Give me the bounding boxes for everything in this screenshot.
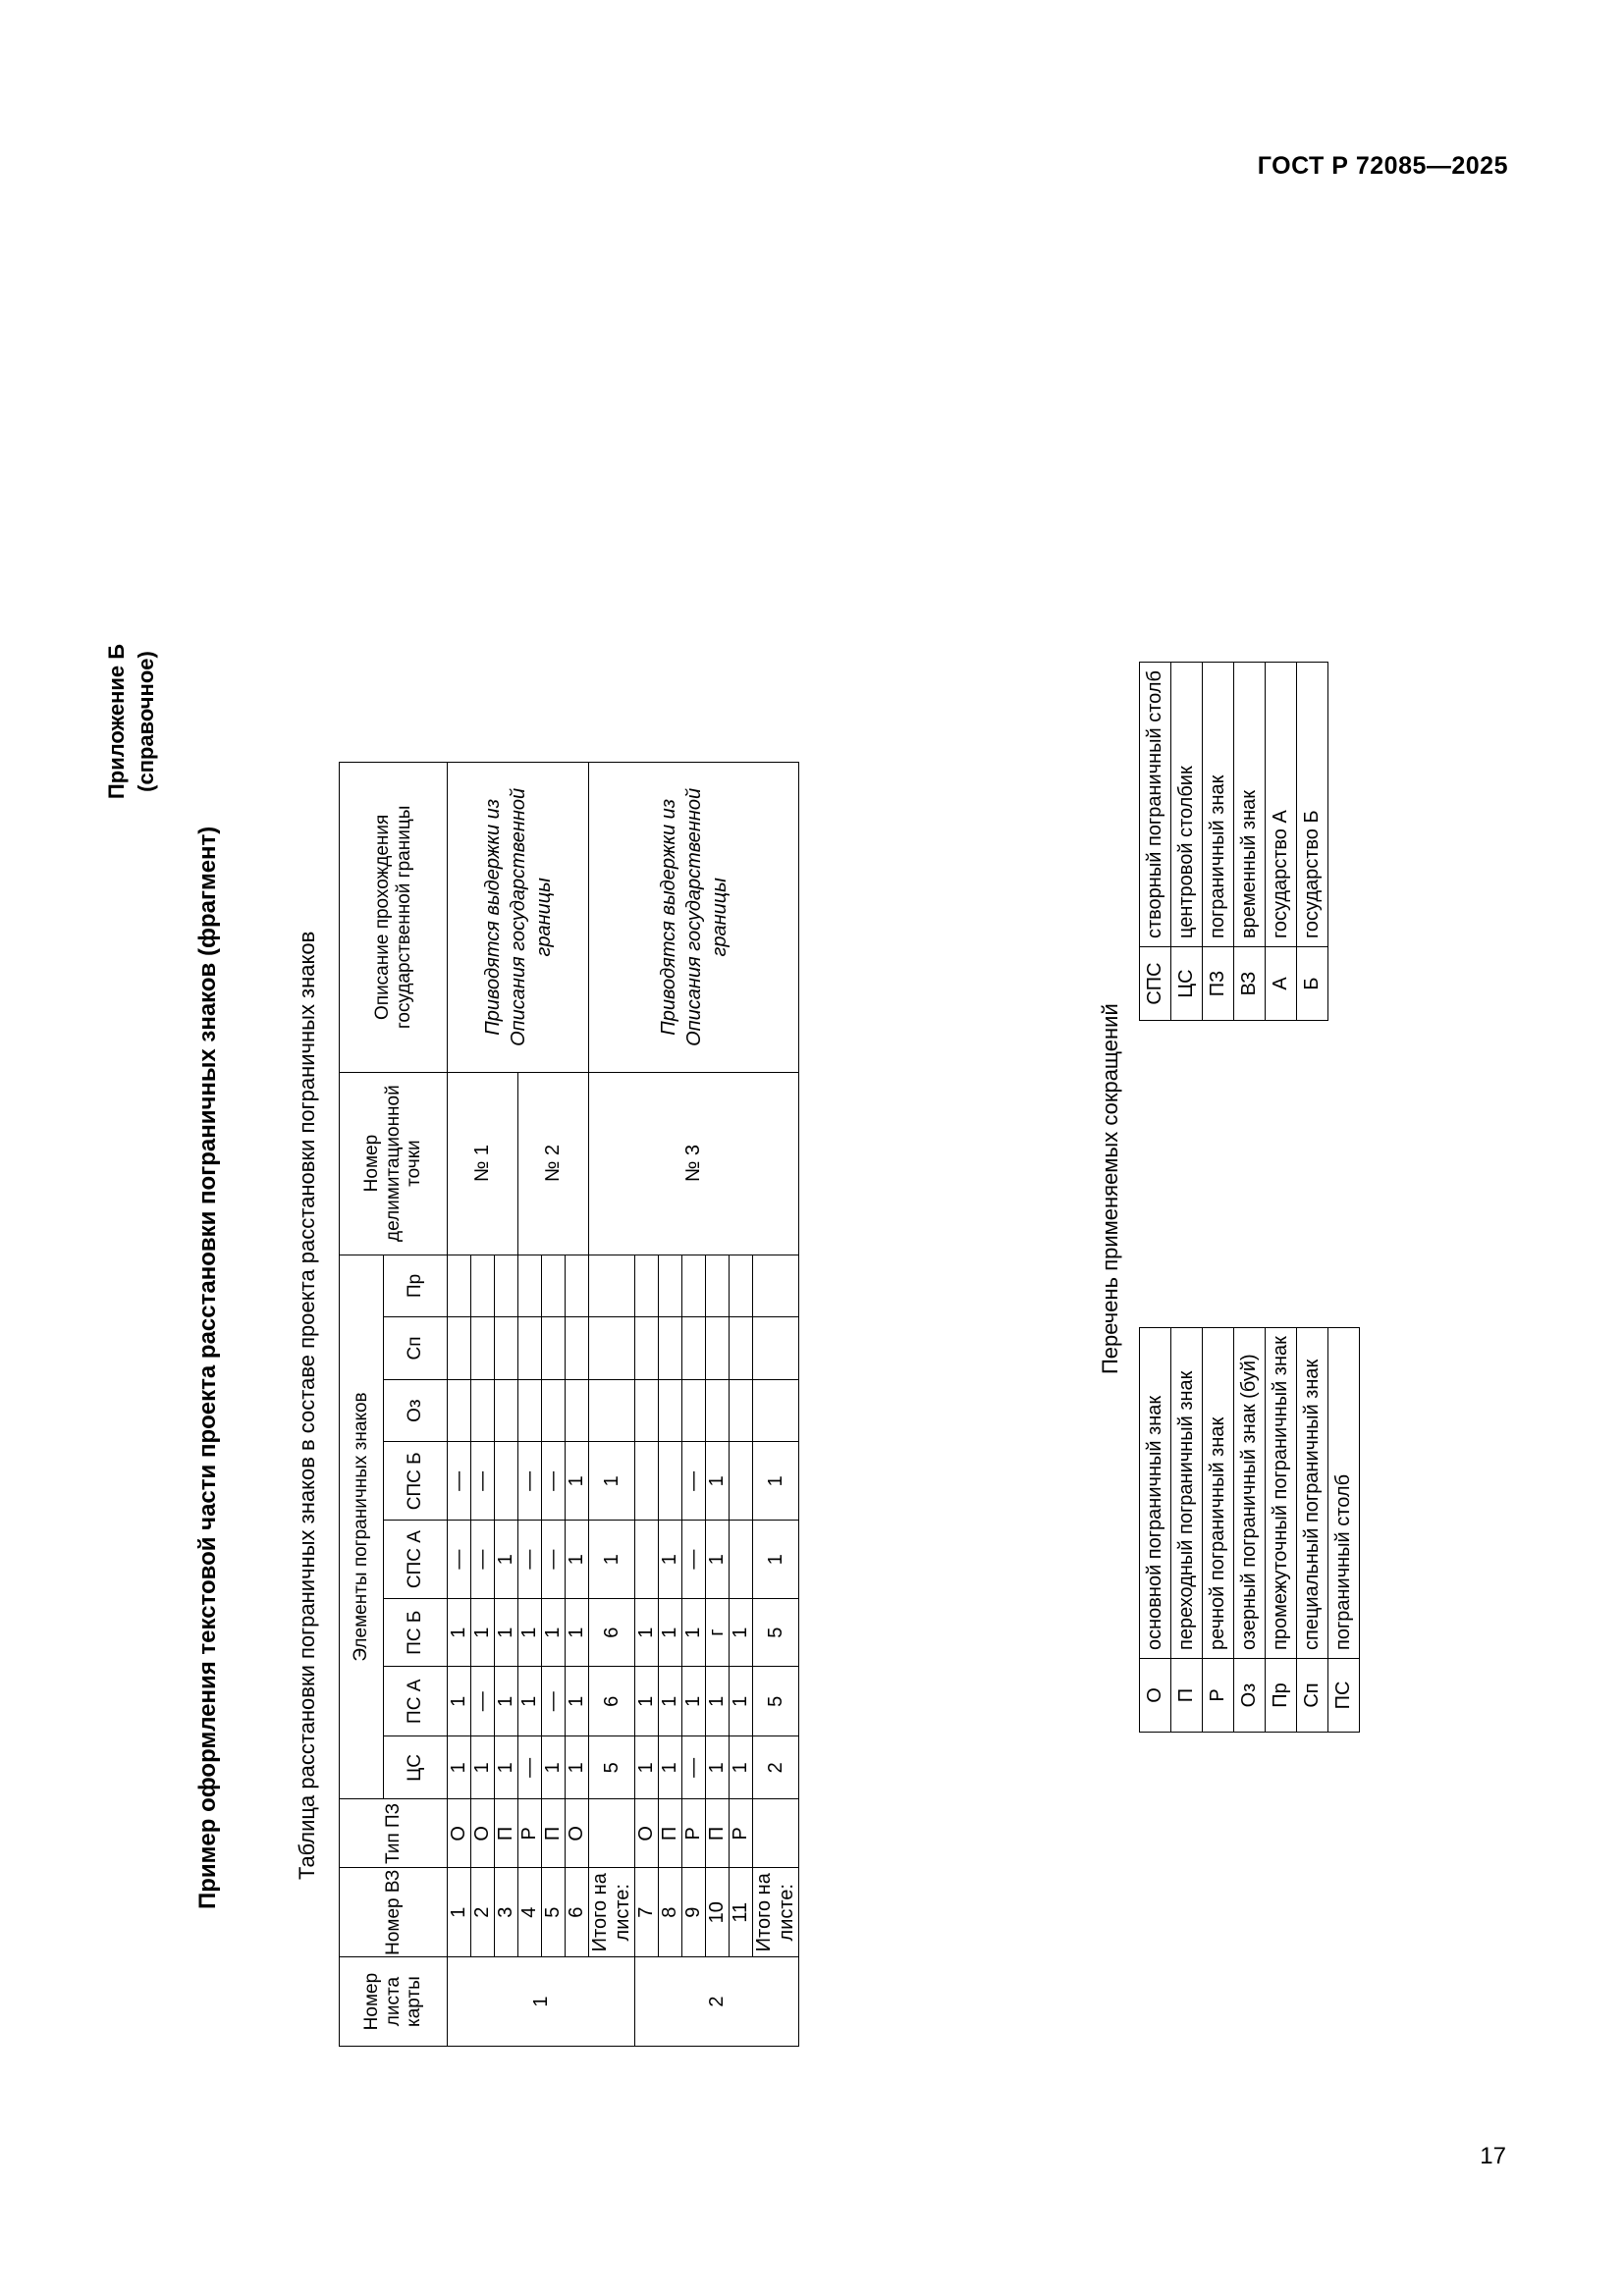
cell-pr xyxy=(566,1255,589,1317)
cell-psa: 1 xyxy=(659,1667,682,1736)
page-number: 17 xyxy=(1480,2143,1506,2169)
cell-cs: 1 xyxy=(659,1736,682,1799)
cell-spsb: — xyxy=(471,1442,495,1521)
abbr-caption: Перечень применяемых сокращений xyxy=(1098,1003,1122,1374)
abbr-desc: озерный пограничный знак (буй) xyxy=(1234,1328,1266,1659)
cell-spsb: — xyxy=(682,1442,706,1521)
cell-psa: 1 xyxy=(682,1667,706,1736)
table-row xyxy=(448,763,471,2047)
cell-psa: 1 xyxy=(706,1667,730,1736)
cell-psa: 1 xyxy=(730,1667,753,1736)
cell-psb: 1 xyxy=(730,1599,753,1667)
cell-pr xyxy=(682,1255,706,1317)
example-title: Пример оформления текстовой части проекта расстановки пограничных знаков (фрагмент) xyxy=(194,826,221,1909)
header-col-sp: Сп xyxy=(384,1317,448,1380)
header-description: Описание прохождения государственной границы xyxy=(340,763,448,1073)
cell-psa: 1 xyxy=(448,1667,471,1736)
cell-spsa: — xyxy=(448,1521,471,1599)
cell-type: П xyxy=(495,1799,518,1868)
cell-oz xyxy=(566,1379,589,1442)
cell-description: Приводятся выдержки из Описания государственной границы xyxy=(448,763,589,1073)
cell-pr xyxy=(589,1255,635,1317)
abbr-row xyxy=(1234,1328,1266,1733)
table-caption: Таблица расстановки пограничных знаков в составе проекта расстановки пограничных знаков xyxy=(295,931,319,1880)
cell-psb: 6 xyxy=(589,1599,635,1667)
cell-oz xyxy=(706,1379,730,1442)
cell-type: П xyxy=(542,1799,566,1868)
cell-total-label: Итого на листе: xyxy=(753,1868,799,1957)
cell-delim-point: № 2 xyxy=(518,1072,589,1255)
cell-psb: 5 xyxy=(753,1599,799,1667)
abbr-row xyxy=(1297,1328,1328,1733)
cell-oz xyxy=(635,1379,659,1442)
abbr-desc: промежуточный пограничный знак xyxy=(1266,1328,1297,1659)
cell-cs: 5 xyxy=(589,1736,635,1799)
abbr-row xyxy=(1171,1328,1203,1733)
cell-sp xyxy=(753,1317,799,1380)
cell-vz: 8 xyxy=(659,1868,682,1957)
cell-type: Р xyxy=(682,1799,706,1868)
cell-cs: 1 xyxy=(471,1736,495,1799)
cell-spsa xyxy=(730,1521,753,1599)
cell-vz: 6 xyxy=(566,1868,589,1957)
abbr-code: ВЗ xyxy=(1234,947,1266,1021)
cell-total-label: Итого на листе: xyxy=(589,1868,635,1957)
cell-sp xyxy=(495,1317,518,1380)
cell-description: Приводятся выдержки из Описания государственной границы xyxy=(589,763,799,1073)
cell-pr xyxy=(518,1255,542,1317)
cell-psb: 1 xyxy=(448,1599,471,1667)
cell-sp xyxy=(542,1317,566,1380)
cell-sp xyxy=(682,1317,706,1380)
cell-vz: 11 xyxy=(730,1868,753,1957)
cell-type xyxy=(589,1799,635,1868)
cell-oz xyxy=(753,1379,799,1442)
cell-pr xyxy=(753,1255,799,1317)
cell-pr xyxy=(471,1255,495,1317)
cell-pr xyxy=(730,1255,753,1317)
cell-delim-point: № 3 xyxy=(589,1072,799,1255)
abbr-code: ПС xyxy=(1328,1659,1360,1733)
abbr-desc: государство А xyxy=(1266,663,1297,947)
header-col-psb: ПС Б xyxy=(384,1599,448,1667)
abbr-desc: переходный пограничный знак xyxy=(1171,1328,1203,1659)
cell-spsa xyxy=(635,1521,659,1599)
cell-sheet: 2 xyxy=(635,1957,799,2047)
abbr-right-wrapper xyxy=(1139,662,1328,1021)
cell-psb: г xyxy=(706,1599,730,1667)
cell-psa: — xyxy=(471,1667,495,1736)
abbr-code: П xyxy=(1171,1659,1203,1733)
cell-sp xyxy=(566,1317,589,1380)
abbr-row xyxy=(1203,1328,1234,1733)
cell-delim-point: № 1 xyxy=(448,1072,518,1255)
cell-spsb: 1 xyxy=(566,1442,589,1521)
cell-vz: 5 xyxy=(542,1868,566,1957)
header-col-pr: Пр xyxy=(384,1255,448,1317)
abbr-code: Сп xyxy=(1297,1659,1328,1733)
cell-spsb: — xyxy=(448,1442,471,1521)
abbr-code: Б xyxy=(1297,947,1328,1021)
cell-vz: 7 xyxy=(635,1868,659,1957)
placement-table xyxy=(339,762,799,2047)
cell-spsa: — xyxy=(542,1521,566,1599)
header-col-spsa: СПС А xyxy=(384,1521,448,1599)
abbr-row xyxy=(1171,663,1203,1021)
cell-cs: 2 xyxy=(753,1736,799,1799)
cell-type: Р xyxy=(730,1799,753,1868)
abbr-desc: пограничный знак xyxy=(1203,663,1234,947)
abbr-left-wrapper xyxy=(1139,1327,1360,1733)
cell-spsa: 1 xyxy=(659,1521,682,1599)
cell-psa: 6 xyxy=(589,1667,635,1736)
cell-vz: 9 xyxy=(682,1868,706,1957)
table-head xyxy=(340,763,448,2047)
cell-sheet: 1 xyxy=(448,1957,635,2047)
cell-spsa: 1 xyxy=(495,1521,518,1599)
abbr-code: Оз xyxy=(1234,1659,1266,1733)
header-type-pz: Тип ПЗ xyxy=(340,1799,448,1868)
cell-vz: 2 xyxy=(471,1868,495,1957)
cell-spsb: — xyxy=(542,1442,566,1521)
cell-oz xyxy=(659,1379,682,1442)
cell-oz xyxy=(518,1379,542,1442)
cell-spsa: — xyxy=(518,1521,542,1599)
header-col-oz: Оз xyxy=(384,1379,448,1442)
standard-header: ГОСТ Р 72085—2025 xyxy=(1257,152,1508,180)
cell-cs: 1 xyxy=(730,1736,753,1799)
cell-cs: 1 xyxy=(635,1736,659,1799)
cell-psa: — xyxy=(542,1667,566,1736)
cell-sp xyxy=(448,1317,471,1380)
cell-vz: 3 xyxy=(495,1868,518,1957)
abbr-desc: государство Б xyxy=(1297,663,1328,947)
header-col-psa: ПС А xyxy=(384,1667,448,1736)
cell-spsb: 1 xyxy=(706,1442,730,1521)
cell-oz xyxy=(589,1379,635,1442)
table-row-total xyxy=(589,763,635,2047)
cell-oz xyxy=(730,1379,753,1442)
cell-type: О xyxy=(566,1799,589,1868)
cell-psb: 1 xyxy=(635,1599,659,1667)
abbreviations-table-left xyxy=(1139,1327,1360,1733)
cell-type: О xyxy=(448,1799,471,1868)
cell-cs: 1 xyxy=(542,1736,566,1799)
cell-type xyxy=(753,1799,799,1868)
abbr-code: Р xyxy=(1203,1659,1234,1733)
cell-oz xyxy=(448,1379,471,1442)
abbr-code: А xyxy=(1266,947,1297,1021)
cell-sp xyxy=(518,1317,542,1380)
cell-pr xyxy=(635,1255,659,1317)
abbr-row xyxy=(1140,1328,1171,1733)
abbr-desc: центровой столбик xyxy=(1171,663,1203,947)
cell-psb: 1 xyxy=(471,1599,495,1667)
cell-pr xyxy=(706,1255,730,1317)
cell-type: П xyxy=(706,1799,730,1868)
abbr-row xyxy=(1266,1328,1297,1733)
cell-sp xyxy=(730,1317,753,1380)
cell-sp xyxy=(706,1317,730,1380)
cell-spsb xyxy=(635,1442,659,1521)
cell-type: О xyxy=(635,1799,659,1868)
cell-spsa: — xyxy=(682,1521,706,1599)
header-col-cs: ЦС xyxy=(384,1736,448,1799)
header-elements-group: Элементы пограничных знаков xyxy=(340,1255,384,1799)
cell-spsb: 1 xyxy=(753,1442,799,1521)
cell-cs: — xyxy=(682,1736,706,1799)
abbr-desc: основной пограничный знак xyxy=(1140,1328,1171,1659)
cell-cs: 1 xyxy=(448,1736,471,1799)
header-col-spsb: СПС Б xyxy=(384,1442,448,1521)
cell-psa: 1 xyxy=(495,1667,518,1736)
abbr-desc: временный знак xyxy=(1234,663,1266,947)
cell-spsb xyxy=(495,1442,518,1521)
abbr-row xyxy=(1266,663,1297,1021)
cell-pr xyxy=(448,1255,471,1317)
cell-type: О xyxy=(471,1799,495,1868)
cell-psa: 5 xyxy=(753,1667,799,1736)
cell-cs: 1 xyxy=(566,1736,589,1799)
cell-spsb: 1 xyxy=(589,1442,635,1521)
abbr-row xyxy=(1297,663,1328,1021)
cell-oz xyxy=(542,1379,566,1442)
cell-psa: 1 xyxy=(566,1667,589,1736)
cell-psa: 1 xyxy=(635,1667,659,1736)
cell-psa: 1 xyxy=(518,1667,542,1736)
abbreviations-table-right xyxy=(1139,662,1328,1021)
cell-type: Р xyxy=(518,1799,542,1868)
header-sheet-no: Номер листа карты xyxy=(340,1957,448,2047)
cell-spsa: 1 xyxy=(753,1521,799,1599)
abbr-row xyxy=(1234,663,1266,1021)
cell-psb: 1 xyxy=(566,1599,589,1667)
cell-vz: 1 xyxy=(448,1868,471,1957)
abbr-desc: речной пограничный знак xyxy=(1203,1328,1234,1659)
abbr-desc: специальный пограничный знак xyxy=(1297,1328,1328,1659)
abbr-desc: пограничный столб xyxy=(1328,1328,1360,1659)
cell-sp xyxy=(635,1317,659,1380)
cell-spsa: — xyxy=(471,1521,495,1599)
cell-oz xyxy=(471,1379,495,1442)
header-vz-no: Номер ВЗ xyxy=(340,1868,448,1957)
cell-sp xyxy=(659,1317,682,1380)
cell-spsb xyxy=(659,1442,682,1521)
abbr-code: Пр xyxy=(1266,1659,1297,1733)
cell-spsa: 1 xyxy=(566,1521,589,1599)
header-delim-point: Номер делимитационной точки xyxy=(340,1072,448,1255)
abbr-code: ПЗ xyxy=(1203,947,1234,1021)
cell-spsa: 1 xyxy=(589,1521,635,1599)
abbr-code: ЦС xyxy=(1171,947,1203,1021)
appendix-subtitle: (справочное) xyxy=(134,651,158,792)
cell-vz: 10 xyxy=(706,1868,730,1957)
cell-sp xyxy=(471,1317,495,1380)
abbr-code: О xyxy=(1140,1659,1171,1733)
cell-psb: 1 xyxy=(495,1599,518,1667)
cell-pr xyxy=(542,1255,566,1317)
abbr-code: СПС xyxy=(1140,947,1171,1021)
cell-psb: 1 xyxy=(542,1599,566,1667)
cell-oz xyxy=(682,1379,706,1442)
cell-spsb xyxy=(730,1442,753,1521)
main-table-wrapper xyxy=(339,762,799,2047)
cell-pr xyxy=(495,1255,518,1317)
abbr-row xyxy=(1140,663,1171,1021)
abbr-desc: створный пограничный столб xyxy=(1140,663,1171,947)
cell-psb: 1 xyxy=(682,1599,706,1667)
cell-type: П xyxy=(659,1799,682,1868)
cell-cs: 1 xyxy=(706,1736,730,1799)
cell-cs: — xyxy=(518,1736,542,1799)
cell-psb: 1 xyxy=(659,1599,682,1667)
cell-psb: 1 xyxy=(518,1599,542,1667)
cell-vz: 4 xyxy=(518,1868,542,1957)
cell-pr xyxy=(659,1255,682,1317)
abbr-row xyxy=(1203,663,1234,1021)
cell-spsb: — xyxy=(518,1442,542,1521)
abbr-row xyxy=(1328,1328,1360,1733)
appendix-title: Приложение Б xyxy=(104,643,129,800)
table-header-row-1 xyxy=(340,763,384,2047)
cell-spsa: 1 xyxy=(706,1521,730,1599)
cell-cs: 1 xyxy=(495,1736,518,1799)
cell-oz xyxy=(495,1379,518,1442)
cell-sp xyxy=(589,1317,635,1380)
table-body xyxy=(448,763,799,2047)
